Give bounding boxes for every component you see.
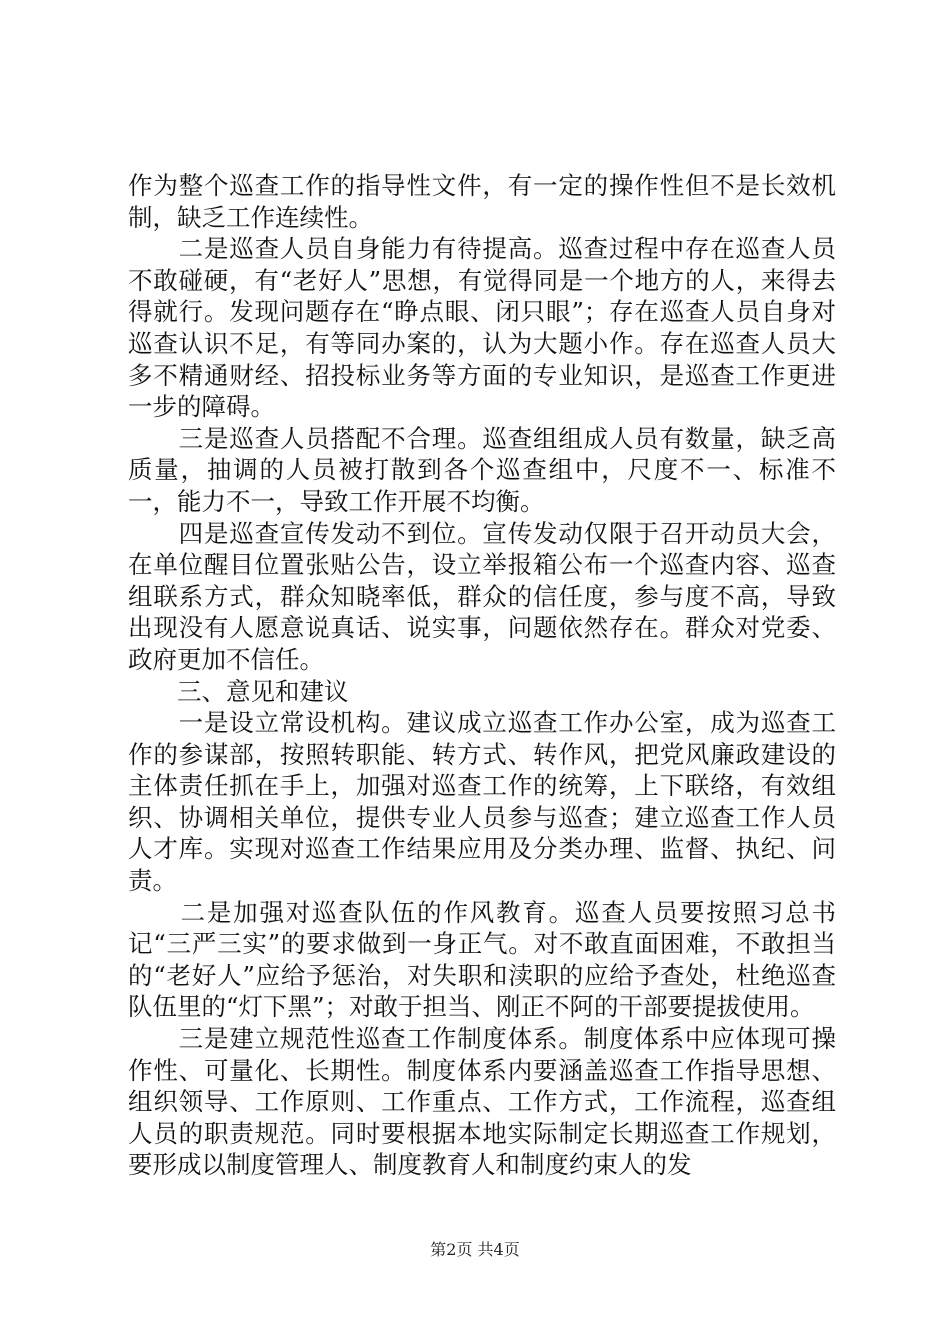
paragraph-2: 二是巡查人员自身能力有待提高。巡查过程中存在巡查人员不敢碰硬，有“老好人”思想，有觉得同是一个地方的人，来得去得就行。发现问题存在“睁点眼、闭只眼”；存在巡查人员自身对巡查认识不足，有等同办案的，认为大题小作。存在巡查人员大多不精通财经、招投标业务等方面的专业知识，是巡查工作更进一步的障碍。 [128, 234, 836, 422]
paragraph-3: 三是巡查人员搭配不合理。巡查组组成人员有数量，缺乏高质量，抽调的人员被打散到各个巡查组中，尺度不一、标准不一，能力不一，导致工作开展不均衡。 [128, 423, 836, 516]
section-heading: 三、意见和建议 [128, 676, 349, 706]
document-body [128, 170, 836, 1181]
paragraph-1: 作为整个巡查工作的指导性文件，有一定的操作性但不是长效机制，缺乏工作连续性。 [128, 171, 836, 232]
paragraph-5: 一是设立常设机构。建议成立巡查工作办公室，成为巡查工作的参谋部，按照转职能、转方式、转作风，把党风廉政建设的主体责任抓在手上，加强对巡查工作的统筹，上下联络，有效组织、协调相关单位，提供专业人员参与巡查；建立巡查工作人员人才库。实现对巡查工作结果应用及分类办理、监督、执纪、问责。 [128, 708, 836, 896]
page-number-footer: 第2页 共4页 [430, 1240, 520, 1259]
paragraph-6: 二是加强对巡查队伍的作风教育。巡查人员要按照习总书记“三严三实”的要求做到一身正气。对不敢直面困难，不敢担当的“老好人”应给予惩治，对失职和渎职的应给予查处，杜绝巡查队伍里的“灯下黑”；对敢于担当、刚正不阿的干部要提拔使用。 [128, 897, 836, 1022]
paragraph-4: 四是巡查宣传发动不到位。宣传发动仅限于召开动员大会，在单位醒目位置张贴公告，设立举报箱公布一个巡查内容、巡查组联系方式，群众知晓率低，群众的信任度，参与度不高，导致出现没有人愿意说真话、说实事，问题依然存在。群众对党委、政府更加不信任。 [128, 518, 836, 674]
paragraph-7: 三是建立规范性巡查工作制度体系。制度体系中应体现可操作性、可量化、长期性。制度体系内要涵盖巡查工作指导思想、组织领导、工作原则、工作重点、工作方式，工作流程，巡查组人员的职责规范。同时要根据本地实际制定长期巡查工作规划，要形成以制度管理人、制度教育人和制度约束人的发 [128, 1024, 836, 1180]
